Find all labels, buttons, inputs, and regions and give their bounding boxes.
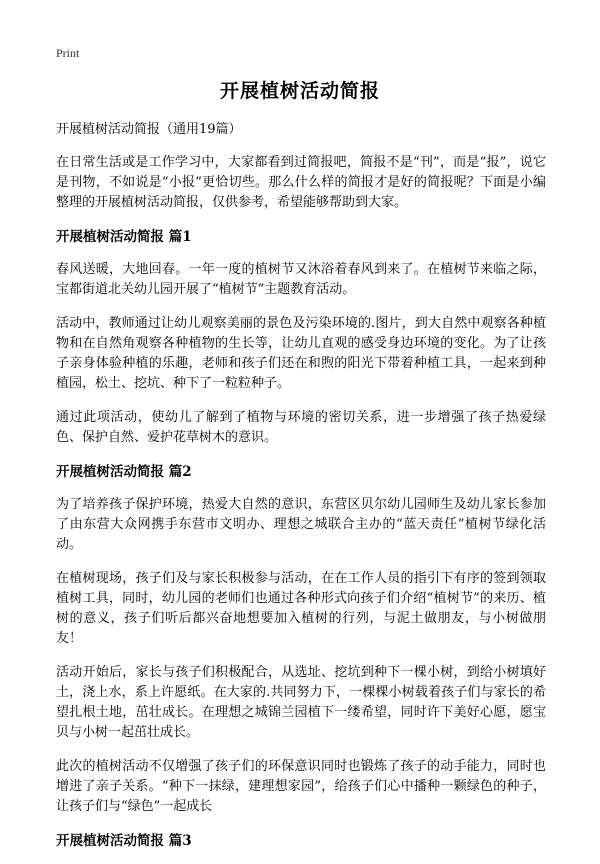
section-heading-3: 开展植树活动简报 篇3	[56, 833, 192, 849]
section-2-paragraph-2: 在植树现场，孩子们及与家长积极参与活动，在在工作人员的指引下有序的签到领取植树工具，同时，幼儿园的老师们也通过各种形式向孩子们介绍“植树节”的来历、植树的意义，孩子们听后都兴奋地想要加入植树的行列，与泥土做朋友，与小树做朋友！	[56, 571, 546, 646]
article-body	[56, 120, 546, 864]
section-2-paragraph-1: 为了培养孩子保护环境，热爱大自然的意识，东营区贝尔幼儿园师生及幼儿家长参加了由东营大众网携手东营市文明办、理想之城联合主办的“蓝天责任”植树节绿化活动。	[56, 497, 546, 552]
article-subtitle: 开展植树活动简报（通用19篇）	[56, 122, 242, 137]
section-1-paragraph-3: 通过此项活动，使幼儿了解到了植物与环境的密切关系，进一步增强了孩子热爱绿色、保护自然、爱护花草树木的意识。	[56, 410, 546, 445]
print-link[interactable]: Print	[56, 46, 80, 60]
section-2-paragraph-3: 活动开始后，家长与孩子们积极配合，从选址、挖坑到种下一棵小树，到给小树填好土，浇上水，系上许愿纸。在大家的.共同努力下，一棵棵小树载着孩子们与家长的希望扎根土地，茁壮成长。在理想之城锦兰园植下一缕希望，同时许下美好心愿，愿宝贝与小树一起茁壮成长。	[56, 665, 546, 740]
intro-paragraph: 在日常生活或是工作学习中，大家都看到过简报吧，简报不是“刊”，而是“报”，说它是刊物，不如说是“小报”更恰切些。那么什么样的简报才是好的简报呢？下面是小编整理的开展植树活动简报，仅供参考，希望能够帮助到大家。	[56, 155, 546, 210]
section-heading-2: 开展植树活动简报 篇2	[56, 464, 192, 480]
section-heading-1: 开展植树活动简报 篇1	[56, 229, 192, 245]
page-title: 开展植树活动简报	[219, 80, 380, 102]
section-1-paragraph-1: 春风送暖，大地回春。一年一度的植树节又沐浴着春风到来了。在植树节来临之际，宝都街道北关幼儿园开展了“植树节”主题教育活动。	[56, 262, 546, 297]
section-1-paragraph-2: 活动中，教师通过让幼儿观察美丽的景色及污染环境的.图片，到大自然中观察各种植物和在自然角观察各种植物的生长等，让幼儿直观的感受身边环境的变化。为了让孩子亲身体验种植的乐趣，老师和孩子们还在和煦的阳光下带着种植工具，一起来到种植园，松土、挖坑、种下了一粒粒种子。	[56, 316, 546, 391]
section-2-paragraph-4: 此次的植树活动不仅增强了孩子们的环保意识同时也锻炼了孩子的动手能力，同时也增进了亲子关系。“种下一抹绿，建理想家园”，给孩子们心中播种一颗绿色的种子，让孩子们与“绿色”一起成长	[56, 759, 546, 814]
